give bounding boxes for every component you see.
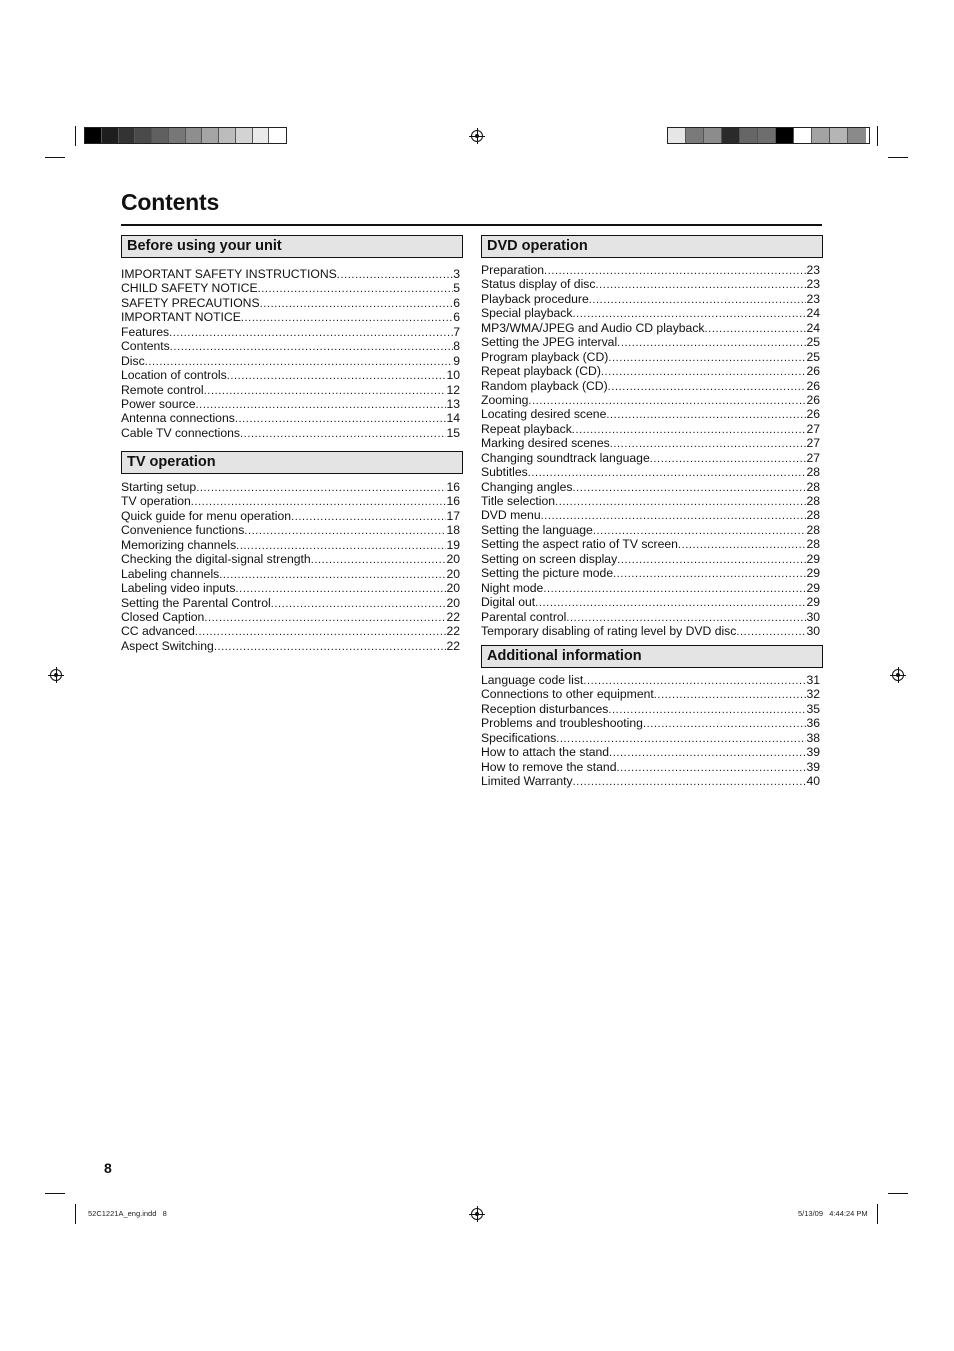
section-heading-before-using: Before using your unit [121,235,463,258]
page-title: Contents [121,189,220,215]
toc-leader-dots [572,481,806,494]
toc-entry [481,624,820,638]
toc-entry-label: Contents [121,339,170,354]
toc-leader-dots [617,553,806,566]
toc-entry [481,335,820,349]
toc-entry-page: 23 [806,291,820,306]
toc-leader-dots [595,278,806,291]
toc-entry-label: Labeling video inputs [121,581,236,596]
toc-leader-dots [566,611,806,624]
toc-entry [121,624,460,638]
toc-leader-dots [236,539,446,552]
toc-entry-label: Preparation [481,263,545,277]
toc-entry [121,639,460,653]
toc-entry-label: Setting the picture mode [481,566,614,581]
toc-leader-dots [606,408,806,421]
toc-entry-page: 36 [806,716,820,731]
toc-entry [121,325,460,339]
toc-entry-page: 23 [806,277,820,292]
toc-entry-page: 27 [806,450,820,465]
toc-entry-label: Specifications [481,730,557,745]
toc-entry-page: 27 [806,421,820,436]
toc-entry-label: Repeat playback (CD) [481,364,601,379]
toc-entry-page: 35 [806,701,820,716]
toc-entry-page: 32 [806,687,820,702]
toc-entry-page: 38 [806,730,820,745]
color-swatch [85,128,102,143]
registration-mark-icon [892,669,904,681]
toc-leader-dots [236,582,447,595]
toc-leader-dots [643,717,807,730]
toc-entry-page: 31 [806,673,820,687]
toc-entry-page: 28 [806,465,820,480]
toc-list-before-using [121,267,460,440]
color-swatch [722,128,740,143]
toc-leader-dots [593,524,807,537]
toc-entry-label: Changing soundtrack language [481,450,650,465]
toc-entry [481,523,820,537]
color-swatch [119,128,136,143]
toc-leader-dots [240,427,446,440]
toc-entry-page: 39 [806,759,820,774]
toc-entry [481,292,820,306]
color-swatch [186,128,203,143]
title-rule [121,224,822,226]
toc-entry-label: DVD menu [481,508,541,523]
toc-entry-label: Checking the digital-signal strength [121,552,311,567]
toc-leader-dots [617,336,806,349]
toc-entry [121,267,460,281]
toc-entry-label: Remote control [121,382,204,397]
color-swatch [169,128,186,143]
toc-entry-page: 29 [806,580,820,595]
toc-entry [481,595,820,609]
toc-entry-page: 24 [806,320,820,335]
toc-entry-label: IMPORTANT SAFETY INSTRUCTIONS [121,267,337,281]
toc-entry-page: 22 [446,624,460,639]
toc-entry [481,379,820,393]
toc-entry [481,745,820,759]
toc-entry [481,422,820,436]
color-swatch [102,128,119,143]
color-swatch [848,128,866,143]
toc-leader-dots [191,495,447,508]
color-swatch [219,128,236,143]
toc-entry [481,480,820,494]
toc-entry-page: 28 [806,508,820,523]
toc-entry-page: 40 [806,774,820,789]
toc-entry-label: Random playback (CD) [481,378,608,393]
toc-entry [481,321,820,335]
toc-entry-page: 28 [806,494,820,508]
toc-entry-page: 30 [806,609,820,624]
color-swatch [668,128,686,143]
toc-entry [481,451,820,465]
toc-entry-label: Changing angles [481,479,573,494]
toc-entry-label: Labeling channels [121,566,220,581]
color-swatch [202,128,219,143]
toc-entry [121,523,460,537]
toc-entry [481,716,820,730]
toc-entry-page: 29 [806,566,820,581]
toc-entry [121,538,460,552]
color-swatch [253,128,270,143]
toc-entry-page: 16 [446,494,460,509]
toc-entry-label: TV operation [121,494,191,509]
toc-entry-label: Setting the JPEG interval [481,335,618,350]
toc-leader-dots [609,746,806,759]
toc-leader-dots [617,761,807,774]
toc-leader-dots [555,495,806,508]
toc-entry [121,567,460,581]
toc-entry [121,339,460,353]
toc-entry [121,383,460,397]
toc-entry-label: Zooming [481,392,529,407]
toc-leader-dots [241,311,453,324]
toc-entry-label: Cable TV connections [121,425,241,440]
color-calibration-bar-left [84,127,287,144]
toc-entry-page: 27 [806,436,820,451]
toc-entry-page: 20 [446,566,460,581]
color-swatch [236,128,253,143]
toc-entry-page: 26 [806,364,820,379]
toc-leader-dots [583,674,806,687]
toc-entry [121,281,460,295]
color-swatch [740,128,758,143]
color-swatch [776,128,794,143]
toc-entry-page: 25 [806,349,820,364]
toc-entry-page: 22 [446,609,460,624]
toc-entry [481,306,820,320]
toc-leader-dots [260,297,454,310]
section-heading-additional-information: Additional information [481,645,823,668]
toc-entry [481,465,820,479]
color-swatch [758,128,776,143]
toc-entry-label: Convenience functions [121,523,245,538]
toc-entry-label: How to remove the stand [481,759,617,774]
toc-leader-dots [601,365,807,378]
toc-leader-dots [705,322,807,335]
toc-leader-dots [541,509,807,522]
toc-entry-label: Antenna connections [121,411,235,426]
toc-entry-page: 13 [446,396,460,411]
registration-mark-icon [50,669,62,681]
toc-entry [121,581,460,595]
toc-entry-label: Problems and troubleshooting [481,716,643,731]
toc-entry [481,731,820,745]
toc-entry-label: Setting the language [481,522,593,537]
toc-entry-page: 6 [453,295,460,310]
toc-leader-dots [219,568,446,581]
toc-entry-page: 16 [446,480,460,494]
toc-entry [121,354,460,368]
toc-entry-label: Aspect Switching [121,638,214,653]
toc-entry [481,350,820,364]
toc-entry [481,277,820,291]
toc-entry [121,552,460,566]
toc-leader-dots [196,481,446,494]
toc-entry-label: Repeat playback [481,421,572,436]
toc-entry-page: 20 [446,552,460,567]
toc-entry-page: 18 [446,523,460,538]
toc-entry [481,552,820,566]
toc-entry-page: 24 [806,306,820,321]
toc-leader-dots [311,553,447,566]
toc-entry-page: 3 [453,267,460,281]
toc-entry-page: 20 [446,581,460,596]
crop-mark [45,1193,65,1194]
toc-leader-dots [610,437,807,450]
toc-entry [481,760,820,774]
toc-leader-dots [654,688,807,701]
toc-leader-dots [544,264,806,277]
toc-entry-label: Starting setup [121,480,197,494]
footer-file-name: 52C1221A_eng.indd 8 [88,1209,167,1218]
toc-leader-dots [528,394,806,407]
crop-mark [888,1193,908,1194]
toc-entry [481,393,820,407]
toc-leader-dots [556,732,806,745]
toc-leader-dots [235,412,447,425]
section-heading-dvd-operation: DVD operation [481,235,823,258]
toc-entry [121,610,460,624]
color-swatch [135,128,152,143]
toc-entry-label: Setting the Parental Control [121,595,271,610]
toc-entry [121,480,460,494]
toc-entry-page: 26 [806,378,820,393]
toc-leader-dots [608,703,806,716]
toc-entry-page: 12 [446,382,460,397]
toc-entry-page: 28 [806,522,820,537]
crop-mark [75,1204,76,1224]
color-swatch [686,128,704,143]
toc-entry [481,581,820,595]
toc-entry [121,426,460,440]
toc-entry-label: How to attach the stand [481,745,610,760]
crop-mark [75,126,76,146]
toc-entry [481,364,820,378]
toc-leader-dots [145,355,454,368]
toc-entry-label: SAFETY PRECAUTIONS [121,295,260,310]
toc-entry-label: Quick guide for menu operation [121,508,292,523]
toc-entry-page: 14 [446,411,460,426]
toc-entry [121,310,460,324]
toc-leader-dots [650,452,807,465]
toc-leader-dots [291,510,446,523]
toc-entry [481,508,820,522]
page-number: 8 [104,1160,112,1176]
toc-leader-dots [227,369,447,382]
toc-entry-page: 19 [446,537,460,552]
toc-entry-page: 17 [446,508,460,523]
toc-entry-label: Title selection [481,494,556,508]
color-swatch [269,128,286,143]
toc-entry-label: Reception disturbances [481,701,609,716]
toc-entry [481,436,820,450]
toc-entry-page: 29 [806,595,820,610]
toc-entry-page: 28 [806,537,820,552]
toc-entry [481,687,820,701]
toc-entry-page: 6 [453,310,460,325]
toc-list-dvd-operation [481,263,820,638]
toc-entry-label: Power source [121,396,196,411]
color-swatch [704,128,722,143]
toc-leader-dots [258,282,454,295]
toc-entry-label: Playback procedure [481,291,589,306]
toc-leader-dots [613,567,806,580]
crop-mark [45,157,65,158]
toc-leader-dots [573,775,807,788]
color-swatch [152,128,169,143]
toc-entry [121,494,460,508]
toc-entry [121,397,460,411]
toc-leader-dots [337,268,453,281]
registration-mark-icon [471,130,483,142]
toc-entry-page: 23 [806,263,820,277]
registration-mark-icon [471,1208,483,1220]
toc-entry-label: Closed Caption [121,609,205,624]
toc-entry-label: Setting the aspect ratio of TV screen [481,537,678,552]
toc-leader-dots [204,611,446,624]
toc-entry [481,407,820,421]
toc-entry-label: Program playback (CD) [481,349,609,364]
toc-leader-dots [736,625,806,638]
toc-entry-label: Night mode [481,580,544,595]
toc-leader-dots [170,340,453,353]
toc-leader-dots [572,307,806,320]
toc-entry-label: Connections to other equipment [481,687,654,702]
toc-entry-page: 39 [806,745,820,760]
toc-entry [481,494,820,508]
toc-entry [481,537,820,551]
toc-entry-label: CHILD SAFETY NOTICE [121,281,258,296]
section-heading-tv-operation: TV operation [121,451,463,474]
toc-entry-label: Location of controls [121,368,227,383]
toc-leader-dots [678,538,807,551]
toc-entry-page: 7 [453,324,460,339]
toc-entry [121,509,460,523]
toc-entry-page: 26 [806,392,820,407]
toc-entry-label: CC advanced [121,624,195,639]
toc-entry-page: 5 [453,281,460,296]
toc-entry-label: Locating desired scene [481,407,607,422]
toc-entry-page: 26 [806,407,820,422]
toc-entry [481,774,820,788]
color-swatch [794,128,812,143]
toc-entry-label: Special playback [481,306,573,321]
toc-leader-dots [204,384,447,397]
toc-entry [481,673,820,687]
toc-entry-label: Language code list [481,673,584,687]
toc-entry-page: 22 [446,638,460,653]
toc-leader-dots [214,640,447,653]
color-calibration-bar-right [667,127,870,144]
toc-entry [481,566,820,580]
toc-entry-label: MP3/WMA/JPEG and Audio CD playback [481,320,705,335]
toc-entry-page: 25 [806,335,820,350]
toc-list-additional-information [481,673,820,789]
crop-mark [888,157,908,158]
toc-entry [481,702,820,716]
toc-entry-label: IMPORTANT NOTICE [121,310,241,325]
toc-entry [121,296,460,310]
toc-entry-label: Status display of disc [481,277,596,292]
toc-entry-page: 28 [806,479,820,494]
toc-leader-dots [589,293,807,306]
toc-entry-label: Setting on screen display [481,551,618,566]
toc-entry-label: Marking desired scenes [481,436,610,451]
toc-entry-label: Features [121,324,170,339]
toc-leader-dots [196,398,447,411]
toc-leader-dots [543,582,806,595]
footer-timestamp: 5/13/09 4:44:24 PM [798,1209,868,1218]
toc-entry-label: Disc [121,353,145,368]
toc-leader-dots [608,351,806,364]
toc-leader-dots [169,326,453,339]
toc-leader-dots [535,596,806,609]
toc-entry-page: 29 [806,551,820,566]
toc-entry-label: Limited Warranty [481,774,573,789]
toc-leader-dots [572,423,807,436]
toc-entry-label: Subtitles [481,465,528,480]
toc-entry-page: 30 [806,623,820,638]
toc-entry [121,411,460,425]
toc-entry [481,610,820,624]
toc-entry-label: Temporary disabling of rating level by DVD disc [481,623,737,638]
toc-leader-dots [271,597,447,610]
toc-entry-label: Memorizing channels [121,537,237,552]
toc-entry [121,596,460,610]
toc-entry-label: Parental control [481,609,567,624]
toc-entry-page: 15 [446,425,460,440]
toc-entry-page: 10 [446,368,460,383]
color-swatch [812,128,830,143]
toc-leader-dots [528,466,807,479]
color-swatch [830,128,848,143]
crop-mark [877,1204,878,1224]
toc-entry-label: Digital out [481,595,536,610]
toc-leader-dots [195,625,447,638]
toc-entry-page: 8 [453,339,460,354]
toc-entry-page: 9 [453,353,460,368]
toc-entry [481,263,820,277]
toc-entry-page: 20 [446,595,460,610]
crop-mark [877,126,878,146]
toc-leader-dots [608,380,807,393]
toc-leader-dots [244,524,446,537]
toc-list-tv-operation [121,480,460,653]
toc-entry [121,368,460,382]
